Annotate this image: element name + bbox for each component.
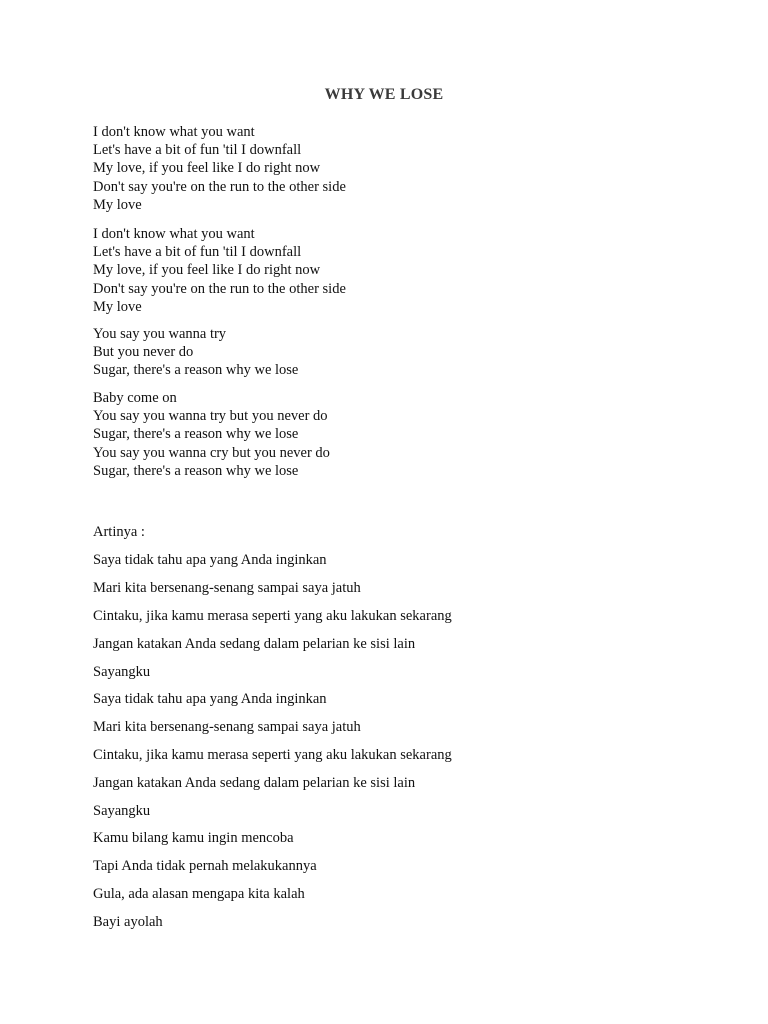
translation-line: Cintaku, jika kamu merasa seperti yang aku lakukan sekarang	[93, 747, 452, 763]
translation-line: Mari kita bersenang-senang sampai saya jatuh	[93, 580, 361, 596]
translation-line: Saya tidak tahu apa yang Anda inginkan	[93, 552, 327, 568]
translation-line: Gula, ada alasan mengapa kita kalah	[93, 886, 305, 902]
lyric-line: I don't know what you want	[93, 124, 255, 140]
translation-line: Bayi ayolah	[93, 914, 163, 930]
translation-heading: Artinya :	[93, 524, 145, 540]
lyric-line: Let's have a bit of fun 'til I downfall	[93, 244, 302, 261]
lyrics-stanza-1	[93, 123, 346, 214]
lyric-line: Don't say you're on the run to the other side	[93, 280, 346, 297]
lyric-line: Sugar, there's a reason why we lose	[93, 362, 299, 379]
lyrics-stanza-2	[93, 225, 346, 316]
translation-line: Cintaku, jika kamu merasa seperti yang aku lakukan sekarang	[93, 608, 452, 624]
lyric-line: You say you wanna try but you never do	[93, 408, 328, 425]
translation-line: Saya tidak tahu apa yang Anda inginkan	[93, 691, 327, 707]
lyric-line: Let's have a bit of fun 'til I downfall	[93, 142, 302, 159]
translation-line: Mari kita bersenang-senang sampai saya jatuh	[93, 719, 361, 735]
translation-line: Jangan katakan Anda sedang dalam pelarian ke sisi lain	[93, 775, 416, 791]
translation-line: Kamu bilang kamu ingin mencoba	[93, 830, 294, 846]
lyrics-stanza-4	[93, 389, 330, 480]
lyric-line: My love	[93, 196, 142, 213]
lyric-line: Baby come on	[93, 390, 177, 406]
lyric-line: Sugar, there's a reason why we lose	[93, 426, 299, 443]
page-title: WHY WE LOSE	[324, 86, 444, 103]
lyric-line: My love, if you feel like I do right now	[93, 160, 321, 177]
lyric-line: Sugar, there's a reason why we lose	[93, 462, 299, 479]
translation-line: Jangan katakan Anda sedang dalam pelarian ke sisi lain	[93, 636, 416, 652]
lyrics-stanza-3	[93, 325, 298, 380]
lyric-line: But you never do	[93, 344, 194, 361]
lyric-line: You say you wanna cry but you never do	[93, 444, 330, 461]
lyric-line: My love, if you feel like I do right now	[93, 262, 321, 279]
lyric-line: My love	[93, 298, 142, 315]
lyric-line: You say you wanna try	[93, 326, 227, 342]
translation-line: Sayangku	[93, 664, 151, 680]
translation-line: Tapi Anda tidak pernah melakukannya	[93, 858, 317, 874]
lyric-line: I don't know what you want	[93, 226, 255, 242]
lyric-line: Don't say you're on the run to the other side	[93, 178, 346, 195]
translation-line: Sayangku	[93, 803, 151, 819]
